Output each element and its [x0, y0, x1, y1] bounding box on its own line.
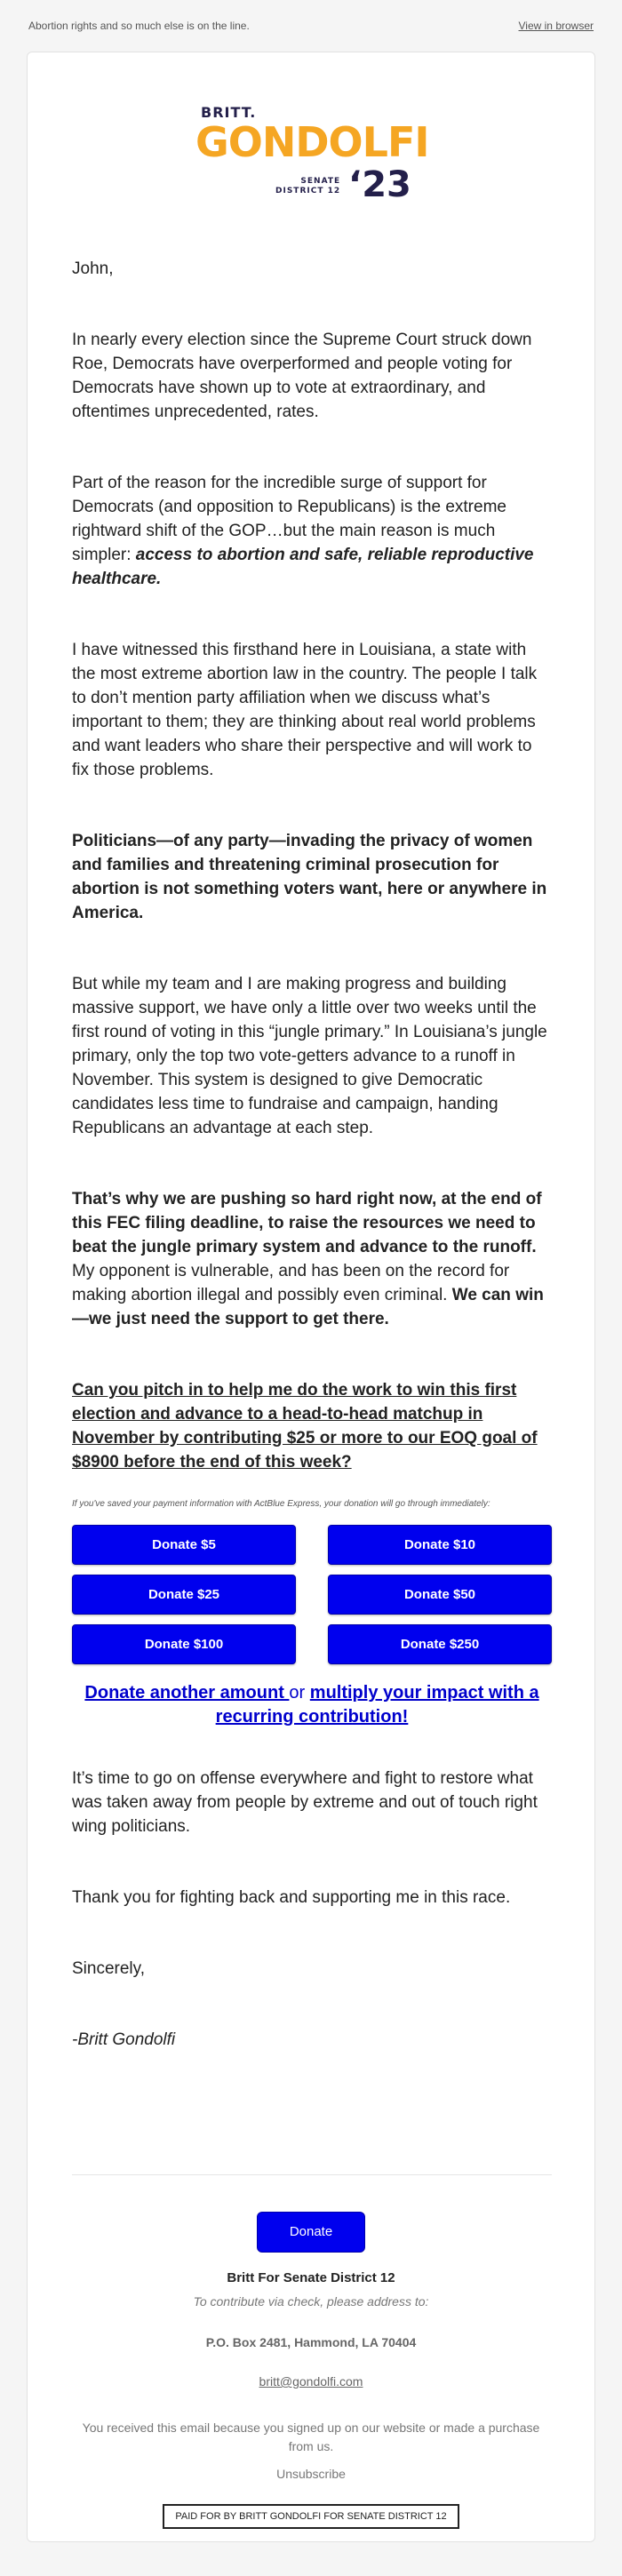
- campaign-logo: [28, 99, 594, 214]
- donation-ask-link[interactable]: Can you pitch in to help me do the work to win this first election and advance to a head-to-head matchup in November by contributing $25 or more to our EOQ goal of $8900 before the end of this week?: [72, 1381, 538, 1471]
- donate-25-button[interactable]: Donate $25: [72, 1575, 296, 1615]
- unsubscribe-link[interactable]: Unsubscribe: [276, 2467, 346, 2481]
- donate-100-button[interactable]: Donate $100: [72, 1624, 296, 1664]
- paragraph-2: [72, 471, 552, 591]
- signature: -Britt Gondolfi: [72, 2030, 176, 2049]
- subscription-notice: You received this email because you signed up on our website or made a purchase from us.: [82, 2420, 540, 2453]
- paid-for-disclaimer: PAID FOR BY BRITT GONDOLFI FOR SENATE DISTRICT 12: [163, 2504, 459, 2529]
- closing: Sincerely,: [72, 1959, 146, 1978]
- or-text: or: [289, 1683, 306, 1703]
- paragraph-2-emphasis: access to abortion and safe, reliable reproductive healthcare.: [72, 546, 534, 588]
- paragraph-8: Thank you for fighting back and supporting me in this race.: [72, 1888, 511, 1907]
- logo-year: ‘23: [348, 164, 411, 205]
- other-donation-options: [72, 1681, 552, 1729]
- contact-email: [28, 2374, 594, 2389]
- email-footer: [28, 2212, 594, 2529]
- donate-another-amount-link[interactable]: Donate another amount: [84, 1683, 290, 1703]
- view-in-browser-link[interactable]: View in browser: [518, 20, 594, 32]
- paragraph-5: But while my team and I are making progress and building massive support, we have only a little over two weeks until the first round of voting in this “jungle primary.” In Louisiana’s jungle primary, only the top two vote-getters advance to a runoff in November. This system is designed to give Democratic candidates less time to fundraise and campaign, handing Republicans an advantage at each step.: [72, 975, 547, 1137]
- donate-50-button[interactable]: Donate $50: [328, 1575, 552, 1615]
- paragraph-6-text: My opponent is vulnerable, and has been on the record for making abortion illegal and possibly even criminal.: [72, 1262, 510, 1304]
- paragraph-7: It’s time to go on offense everywhere and fight to restore what was taken away from people by extreme and out of touch right wing politicians.: [72, 1769, 538, 1836]
- paragraph-3: I have witnessed this firsthand here in Louisiana, a state with the most extreme abortion law in the country. The people I talk to don’t mention party affiliation when we discuss what’s important to them; they are thinking about real world problems and want leaders who share their perspective and will work to fix those problems.: [72, 641, 538, 779]
- mailing-address: P.O. Box 2481, Hammond, LA 70404: [205, 2335, 417, 2349]
- preheader-text: Abortion rights and so much else is on the line.: [28, 20, 250, 32]
- donate-button-grid: [72, 1525, 552, 1664]
- greeting: John,: [72, 259, 114, 278]
- contact-email-link[interactable]: britt@gondolfi.com: [259, 2374, 363, 2389]
- logo-britt: BRITT.: [201, 104, 257, 121]
- logo-gondolfi: GONDOLFI: [195, 118, 429, 166]
- donate-10-button[interactable]: Donate $10: [328, 1525, 552, 1565]
- donate-250-button[interactable]: Donate $250: [328, 1624, 552, 1664]
- organization-name: Britt For Senate District 12: [227, 2270, 395, 2285]
- logo-district: DISTRICT 12: [275, 187, 341, 195]
- paragraph-6-bold: That’s why we are pushing so hard right now, at the end of this FEC filing deadline, to raise the resources we need to beat the jungle primary system and advance to the runoff.: [72, 1190, 542, 1256]
- footer-donate-button[interactable]: Donate: [257, 2212, 365, 2253]
- paragraph-2-text: Part of the reason for the incredible surge of support for Democrats (and opposition to Republicans) is the extreme rightward shift of the GOP…but the main reason is much simpler:: [72, 474, 506, 564]
- recurring-contribution-link[interactable]: multiply your impact with a recurring contribution!: [215, 1683, 539, 1727]
- email-card: [27, 52, 595, 2542]
- paragraph-1: In nearly every election since the Supreme Court struck down Roe, Democrats have overperformed and people voting for Democrats have shown up to vote at extraordinary, and oftentimes unprecedented, rates.: [72, 331, 532, 421]
- actblue-fineprint: If you've saved your payment information with ActBlue Express, your donation will go through immediately:: [72, 1499, 490, 1509]
- preheader-bar: [0, 0, 622, 52]
- paragraph-6: [72, 1187, 552, 1331]
- check-instructions: To contribute via check, please address to:: [193, 2294, 429, 2309]
- footer-divider: [72, 2174, 552, 2175]
- logo-senate: SENATE: [300, 177, 341, 186]
- email-body: [72, 257, 552, 2052]
- paragraph-6-bold-2: We can win—we just need the support to get there.: [72, 1286, 544, 1328]
- logo-senate-district: [275, 177, 340, 196]
- donate-5-button[interactable]: Donate $5: [72, 1525, 296, 1565]
- paragraph-4: Politicians—of any party—invading the privacy of women and families and threatening criminal prosecution for abortion is not something voters want, here or anywhere in America.: [72, 832, 547, 922]
